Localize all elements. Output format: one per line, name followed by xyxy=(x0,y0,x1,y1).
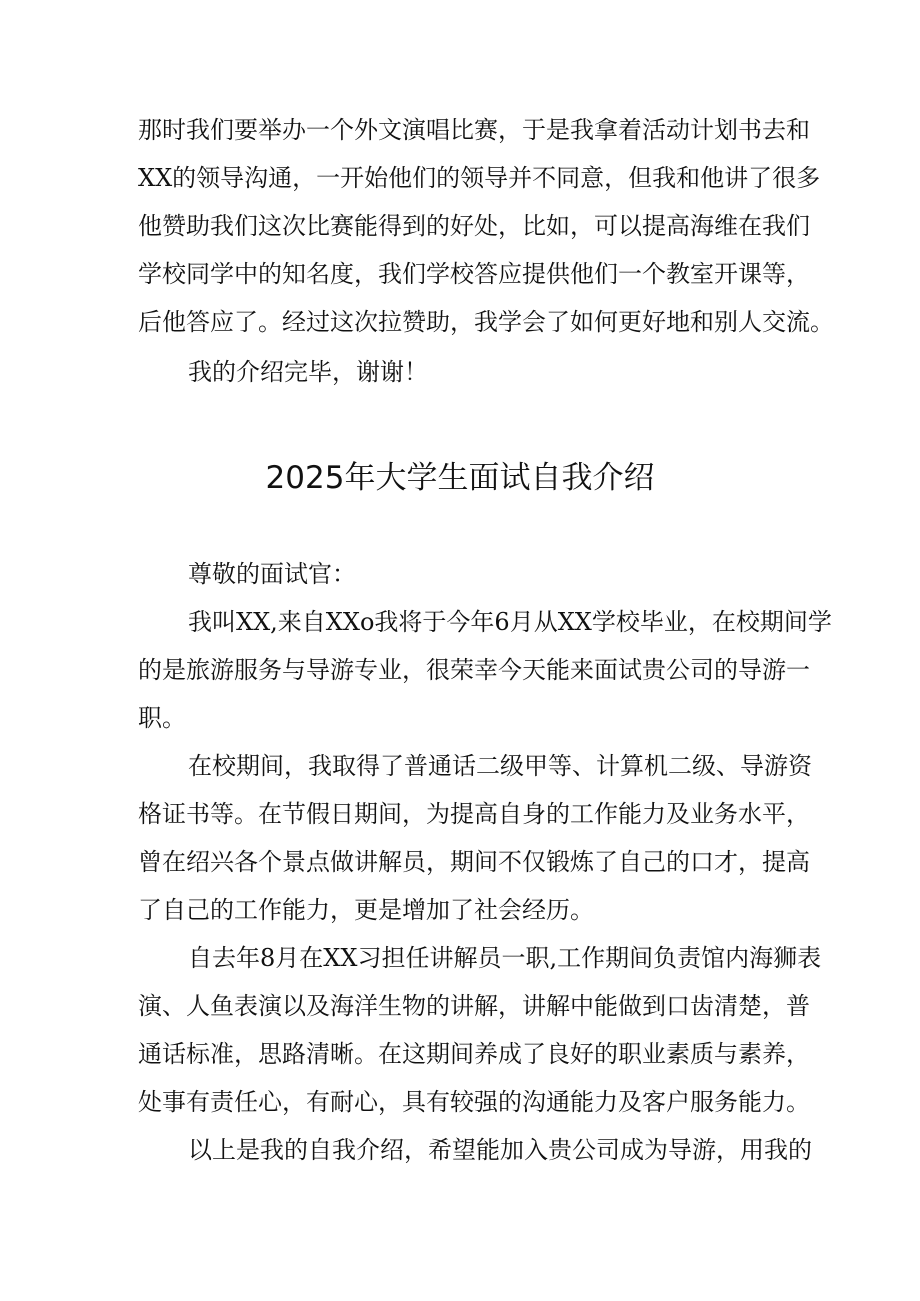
text-line: XX的领导沟通，一开始他们的领导并不同意，但我和他讲了很多 xyxy=(138,164,821,192)
paragraph-line: 处事有责任心，有耐心，具有较强的沟通能力及客户服务能力。 xyxy=(138,1088,810,1116)
paragraph-line: 格证书等。在节假日期间，为提高自身的工作能力及业务水平， xyxy=(138,800,810,828)
salutation: 尊敬的面试官： xyxy=(188,560,356,588)
paragraph-line: 职。 xyxy=(138,704,186,732)
text-line: 那时我们要举办一个外文演唱比赛，于是我拿着活动计划书去和 xyxy=(138,116,810,144)
paragraph-line: 曾在绍兴各个景点做讲解员，期间不仅锻炼了自己的口才，提高 xyxy=(138,848,810,876)
paragraph-line: 了自己的工作能力，更是增加了社会经历。 xyxy=(138,896,594,924)
paragraph-line: 通话标准，思路清晰。在这期间养成了良好的职业素质与素养， xyxy=(138,1040,810,1068)
paragraph-line: 以上是我的自我介绍，希望能加入贵公司成为导游，用我的 xyxy=(188,1136,812,1164)
paragraph-line: 在校期间，我取得了普通话二级甲等、计算机二级、导游资 xyxy=(188,752,812,780)
closing-line: 我的介绍完毕，谢谢！ xyxy=(188,358,428,386)
paragraph-line: 演、人鱼表演以及海洋生物的讲解，讲解中能做到口齿清楚，普 xyxy=(138,992,810,1020)
paragraph-line: 的是旅游服务与导游专业，很荣幸今天能来面试贵公司的导游一 xyxy=(138,656,810,684)
text-line: 后他答应了。经过这次拉赞助，我学会了如何更好地和别人交流。 xyxy=(138,308,834,336)
text-line: 学校同学中的知名度，我们学校答应提供他们一个教室开课等， xyxy=(138,260,810,288)
paragraph-line: 我叫XX,来自XXo我将于今年6月从XX学校毕业，在校期间学 xyxy=(188,608,832,636)
document-title: 2025年大学生面试自我介绍 xyxy=(265,460,655,496)
paragraph-line: 自去年8月在XX习担任讲解员一职,工作期间负责馆内海狮表 xyxy=(188,944,822,972)
text-line: 他赞助我们这次比赛能得到的好处，比如，可以提高海维在我们 xyxy=(138,212,810,240)
